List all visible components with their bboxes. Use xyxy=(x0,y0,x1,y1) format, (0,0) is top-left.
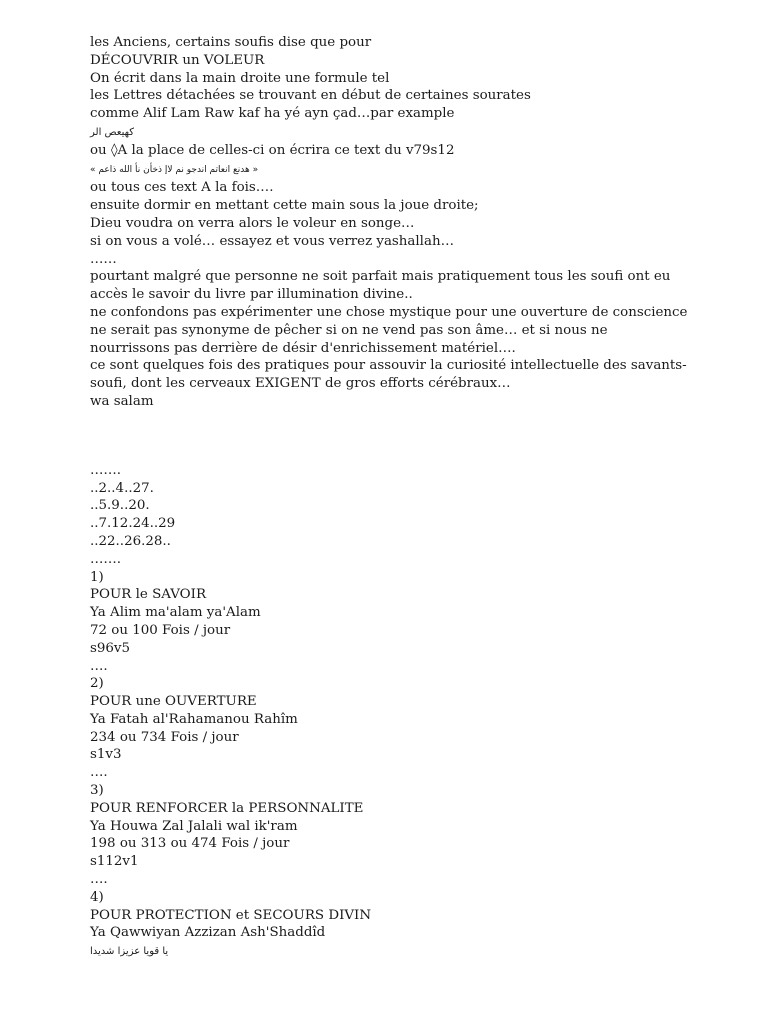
entry-ref: s1v3 xyxy=(90,747,122,763)
number-line: ..2..4..27. xyxy=(90,480,154,496)
entry-arabic-line xyxy=(90,942,690,961)
intro-line: DÉCOUVRIR un VOLEUR xyxy=(90,52,265,68)
entry-number: 3) xyxy=(90,783,104,799)
entry-number: 2) xyxy=(90,676,104,692)
entry-separator: …. xyxy=(90,658,108,674)
document-page xyxy=(90,34,690,961)
arabic-letters-line xyxy=(90,123,690,142)
entry-separator: …. xyxy=(90,872,108,888)
instruction-line: ou tous ces text A la fois…. xyxy=(90,180,274,196)
entry-number: 4) xyxy=(90,889,104,905)
entry-invocation: Ya Fatah al'Rahamanou Rahîm xyxy=(90,711,298,727)
instruction-line: ensuite dormir en mettant cette main sous la joue droite; xyxy=(90,198,479,214)
entry-count: 198 ou 313 ou 474 Fois / jour xyxy=(90,836,290,852)
paragraph: pourtant malgré que personne ne soit parfait mais pratiquement tous les soufi ont eu accès le savoir du livre par illumination divine.. xyxy=(90,269,671,303)
instruction-line: …… xyxy=(90,251,117,267)
number-line: ……. xyxy=(90,551,122,567)
number-line: ..7.12.24..29 xyxy=(90,516,176,532)
intro-line: les Anciens, certains soufis dise que pour xyxy=(90,35,372,50)
entry-separator: …. xyxy=(90,765,108,781)
entry-title: POUR le SAVOIR xyxy=(90,587,207,603)
number-line: ..22..26.28.. xyxy=(90,533,171,549)
entry-title: POUR une OUVERTURE xyxy=(90,694,257,710)
entry-title: POUR PROTECTION et SECOURS DIVIN xyxy=(90,907,372,923)
entry-number: 1) xyxy=(90,569,104,585)
intro-line: On écrit dans la main droite une formule tel xyxy=(90,70,390,86)
intro-line: les Lettres détachées se trouvant en début de certaines sourates xyxy=(90,88,531,104)
arabic-verse-line xyxy=(90,160,690,180)
closing-line: wa salam xyxy=(90,393,154,409)
intro-line: comme Alif Lam Raw kaf ha yé ayn çad…par example xyxy=(90,106,455,122)
number-line: ..5.9..20. xyxy=(90,498,150,514)
spacer xyxy=(90,411,690,462)
entry-invocation: Ya Houwa Zal Jalali wal ik'ram xyxy=(90,818,298,834)
alt-formula-line: ou ◊A la place de celles-ci on écrira ce text du v79s12 xyxy=(90,142,455,158)
entry-count: 72 ou 100 Fois / jour xyxy=(90,622,231,638)
arabic-verse: « هدنع انعاتم اندجو نم لاإ ذخأن نأ الله ذاعم » xyxy=(90,164,259,175)
number-line: ……. xyxy=(90,462,122,478)
paragraph: ce sont quelques fois des pratiques pour assouvir la curiosité intellectuelle des savants-soufi, dont les cerveaux EXIGENT de gros efforts cérébraux… xyxy=(90,358,687,392)
instruction-line: Dieu voudra on verra alors le voleur en songe… xyxy=(90,215,415,231)
arabic-letters: كهيعص الر xyxy=(90,126,134,138)
entry-invocation: Ya Qawwiyan Azzizan Ash'Shaddîd xyxy=(90,925,326,941)
instruction-line: si on vous a volé… essayez et vous verrez yashallah… xyxy=(90,233,454,249)
entry-arabic: يا قويا عزيزا شديدا xyxy=(90,946,169,958)
entry-title: POUR RENFORCER la PERSONNALITE xyxy=(90,800,364,816)
entry-count: 234 ou 734 Fois / jour xyxy=(90,729,239,745)
entry-invocation: Ya Alim ma'alam ya'Alam xyxy=(90,605,261,621)
entry-ref: s112v1 xyxy=(90,854,139,870)
entry-ref: s96v5 xyxy=(90,640,130,656)
paragraph: ne confondons pas expérimenter une chose mystique pour une ouverture de conscience ne serait pas synonyme de pêcher si on ne vend pas son âme… et si nous ne nourrissons pas derrière de désir d'enrichissement matériel…. xyxy=(90,304,688,356)
